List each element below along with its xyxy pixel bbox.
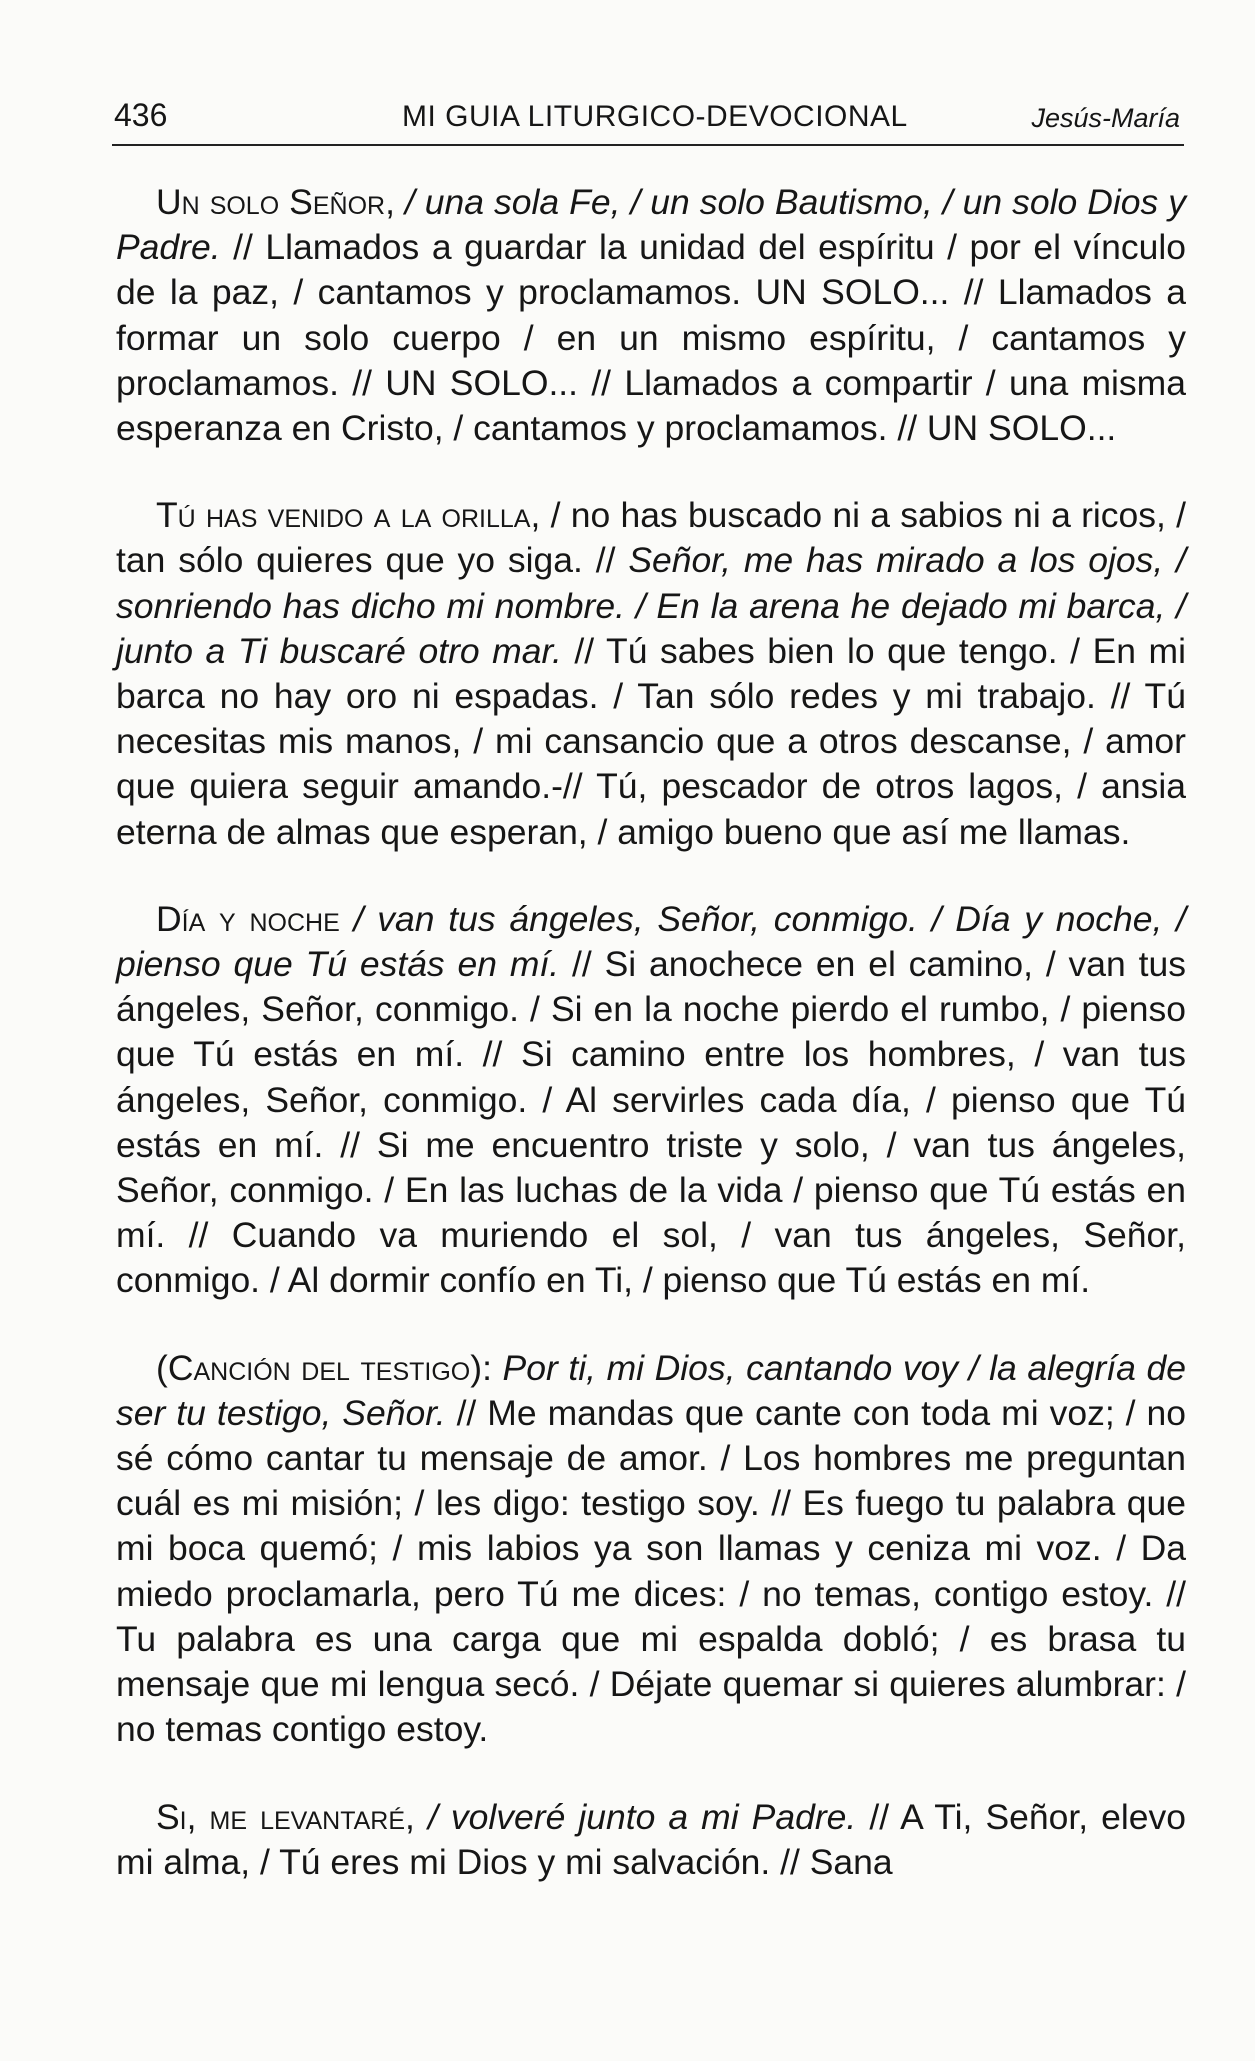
hymn-refrain: / van tus ángeles, Señor, conmigo. / Día y noche, / pienso que Tú estás en mí. (116, 898, 1186, 985)
hymn-cancion-del-testigo (116, 1346, 1186, 1753)
hymn-text: // Si anochece en el camino, / van tus ángeles, Señor, conmigo. / Si en la noche pierdo el rumbo, / pienso que Tú estás en mí. // Si camino entre los hombres, / van tus ángeles, Señor, conmigo. / Al servirles cada día, / pienso que Tú estás en mí. // Si me encuentro triste y solo, / van tus ángeles, Señor, conmigo. / En las luchas de la vida / pienso que Tú estás en mí. // Cuando va muriendo el sol, / van tus ángeles, Señor, conmigo. / Al dormir confío en Ti, / pienso que Tú estás en mí. (116, 944, 1187, 1301)
hymn-title: Día y noche (156, 898, 340, 939)
hymn-si-me-levantare (116, 1795, 1186, 1885)
hymn-text: // Tú sabes bien lo que tengo. / En mi barca no hay oro ni espadas. / Tan sólo redes y mi trabajo. // Tú necesitas mis manos, / mi cansancio que a otros descanse, / amor que quiera seguir amando.-// Tú, pescador de otros lagos, / ansia eterna de almas que esperan, / amigo bueno que así me llamas. (116, 630, 1187, 852)
hymn-text: // A Ti, Señor, elevo mi alma, / Tú eres mi Dios y mi salvación. // Sana (116, 1796, 1186, 1882)
hymn-refrain: / una sola Fe, / un solo Bautismo, / un solo Dios y Padre. (116, 182, 1186, 268)
hymn-tu-has-venido (116, 493, 1186, 855)
hymn-title: Tú has venido a la orilla, (156, 495, 541, 536)
page-body (116, 180, 1186, 1927)
page-number: 436 (114, 97, 168, 133)
running-title: MI GUIA LITURGICO-DEVOCIONAL (402, 100, 908, 133)
hymn-text: // Me mandas que cante con toda mi voz; / no sé cómo cantar tu mensaje de amor. / Los hombres me preguntan cuál es mi misión; / les digo: testigo soy. // Es fuego tu palabra que mi boca quemó; / mis labios ya son llamas y ceniza mi voz. / Da miedo proclamarla, pero Tú me dices: / no temas, contigo estoy. // Tu palabra es una carga que mi espalda dobló; / es brasa tu mensaje que mi lengua secó. / Déjate quemar si quieres alumbrar: / no temas contigo estoy. (116, 1392, 1186, 1750)
running-section: Jesús-María (1031, 103, 1180, 133)
hymn-refrain: Por ti, mi Dios, cantando voy / la alegría de ser tu testigo, Señor. (116, 1347, 1186, 1433)
hymn-refrain: / volveré junto a mi Padre. (414, 1796, 857, 1837)
hymn-refrain: Señor, me has mirado a los ojos, / sonriendo has dicho mi nombre. / En la arena he dejado mi barca, / junto a Ti buscaré otro mar. (116, 540, 1187, 671)
hymn-title: Un solo Señor, (156, 182, 395, 222)
hymn-dia-y-noche (116, 897, 1186, 1304)
hymn-text: // Llamados a guardar la unidad del espíritu / por el vínculo de la paz, / cantamos y proclamamos. UN SOLO... // Llamados a formar un solo cuerpo / en un mismo espíritu, / cantamos y proclamamos. // UN SOLO... // Llamados a compartir / una misma esperanza en Cristo, / cantamos y proclamamos. // UN SOLO... (116, 227, 1186, 449)
page-header (112, 88, 1184, 146)
hymn-text: / no has buscado ni a sabios ni a ricos, / tan sólo quieres que yo siga. // (116, 495, 1186, 581)
hymn-title: (Canción del testigo): (156, 1347, 492, 1388)
hymn-un-solo-senor (116, 180, 1186, 451)
hymn-title: Si, me levantaré, (156, 1796, 415, 1837)
